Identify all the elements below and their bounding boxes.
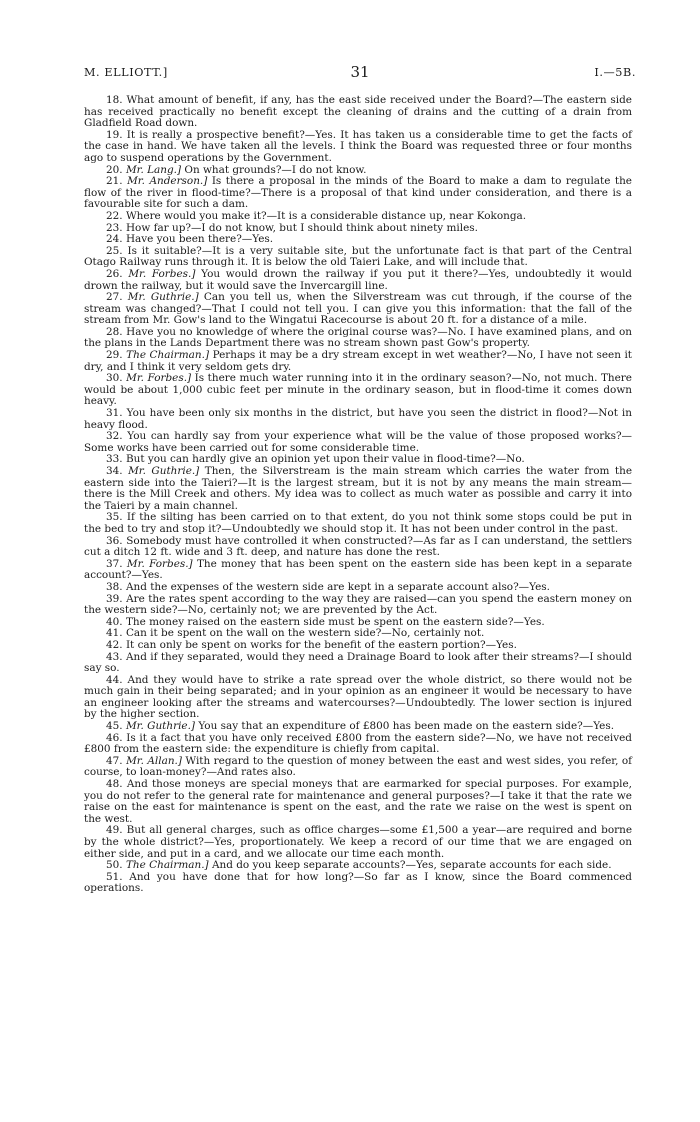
question-paragraph — [84, 269, 632, 292]
question-number: 29. — [106, 349, 123, 362]
question-paragraph — [84, 373, 632, 408]
question-paragraph — [84, 176, 632, 211]
question-number: 26. — [106, 267, 123, 280]
question-text: With regard to the question of money between the east and west sides, you refer, of course, to loan-money?—And rates also. — [84, 754, 633, 779]
question-text: Are the rates spent according to the way they are raised—can you spend the eastern money on the western side?—No, certainly not; we are prevented by the Act. — [84, 592, 633, 617]
page-header — [84, 63, 636, 82]
question-text: You would drown the railway if you put it there?—Yes, undoubtedly it would drown the railway, but it would save the Invercargill line. — [84, 267, 632, 292]
question-text: You have been only six months in the district, but have you seen the district in flood?—Not in heavy flood. — [84, 407, 632, 431]
question-text: The money raised on the eastern side must be spent on the eastern side?—Yes. — [125, 615, 545, 628]
question-number: 28. — [106, 325, 123, 338]
question-text: And those moneys are special moneys that are earmarked for special purposes. For example, you do not refer to the general rate for maintenance and general purposes?—I take it that the rate we raise on the east for maintenance is spent on the east, and the rate we raise on the west is spent on the west. — [84, 778, 632, 825]
question-number: 27. — [106, 291, 123, 304]
question-number: 37. — [106, 557, 123, 570]
question-number: 39. — [106, 592, 123, 605]
question-paragraph — [84, 512, 632, 535]
question-text: But you can hardly give an opinion yet upon their value in flood-time?—No. — [125, 453, 525, 466]
question-paragraph — [84, 594, 632, 617]
speaker-label: Mr. Allan.] — [126, 754, 182, 767]
question-text: Is it a fact that you have only received £800 from the eastern side?—No, we have not received £800 from the eastern side: the expenditure is chiefly from capital. — [84, 731, 632, 756]
question-text: You can hardly say from your experience what will be the value of those proposed works?—Some works have been carried out for some considerable time. — [84, 430, 632, 454]
speaker-label: Mr. Anderson.] — [127, 175, 208, 188]
question-paragraph — [84, 536, 632, 559]
question-number: 23. — [106, 221, 123, 234]
speaker-label: Mr. Guthrie.] — [125, 720, 195, 733]
question-paragraph — [84, 756, 632, 779]
question-number: 49. — [106, 824, 123, 837]
question-paragraph — [84, 95, 632, 130]
question-text: Somebody must have controlled it when constructed?—As far as I can understand, the settlers cut a ditch 12 ft. wide and 3 ft. deep, and nature has done the rest. — [84, 534, 633, 559]
question-text: Is it suitable?—It is a very suitable site, but the unfortunate fact is that part of the Central Otago Railway runs through it. It is below the old Taieri Lake, and will include that. — [84, 244, 632, 269]
page-number: 31 — [350, 63, 370, 81]
speaker-label: Mr. Forbes.] — [126, 557, 193, 570]
question-text: But all general charges, such as office charges—some £1,500 a year—are required and borne by the whole district?—Yes, proportionately. We keep a record of our time that we are engaged on either side, and put in a card, and we allocate our time each month. — [84, 824, 632, 860]
question-text: The money that has been spent on the eastern side has been kept in a separate account?—Yes. — [84, 557, 633, 582]
question-number: 43. — [106, 650, 123, 663]
question-number: 24. — [106, 233, 123, 246]
question-number: 25. — [106, 244, 123, 257]
question-text: Can it be spent on the wall on the western side?—No, certainly not. — [125, 627, 485, 640]
speaker-label: Mr. Guthrie.] — [127, 291, 199, 304]
question-paragraph — [84, 466, 632, 512]
question-text: It is really a prospective benefit?—Yes. It has taken us a considerable time to get the facts of the case in hand. We have taken all the levels. I think the Board was requested three or four months ago to suspend operations by the Government. — [84, 128, 633, 164]
question-paragraph — [84, 327, 632, 350]
question-number: 18. — [106, 94, 123, 106]
question-number: 48. — [106, 778, 123, 791]
question-paragraph — [84, 872, 632, 895]
speaker-label: Mr. Lang.] — [125, 163, 182, 176]
question-text: Perhaps it may be a dry stream except in wet weather?—No, I have not seen it dry, and I think it very seldom gets dry. — [84, 349, 632, 373]
question-number: 50. — [106, 859, 123, 872]
question-paragraph — [84, 559, 632, 582]
question-paragraph — [84, 733, 632, 756]
question-text: How far up?—I do not know, but I should think about ninety miles. — [125, 221, 478, 234]
question-text: And they would have to strike a rate spread over the whole district, so there would not be much gain in their being separated; and in your opinion as an engineer it would be necessary to have an engineer looking after the streams and watercourses?—Undoubtedly. The lower section is injured by the higher section. — [84, 673, 633, 721]
question-paragraph — [84, 130, 632, 165]
question-number: 35. — [106, 511, 123, 524]
question-number: 47. — [106, 754, 123, 767]
speaker-label: Mr. Forbes.] — [126, 372, 192, 385]
question-text: And you have done that for how long?—So far as I know, since the Board commenced operations. — [84, 870, 632, 895]
question-number: 22. — [106, 209, 123, 222]
document-reference: I.—5B. — [594, 66, 636, 79]
question-paragraph — [84, 779, 632, 825]
question-number: 36. — [106, 534, 123, 547]
question-number: 42. — [106, 638, 123, 651]
question-text: If the silting has been carried on to that extent, do you not think some stops could be put in the bed to try and stop it?—Undoubtedly we should stop it. It has not been under control in the past. — [84, 511, 632, 535]
question-number: 21. — [106, 175, 123, 188]
question-number: 33. — [106, 453, 123, 466]
question-text: You say that an expenditure of £800 has been made on the eastern side?—Yes. — [198, 720, 615, 733]
question-number: 19. — [106, 128, 123, 141]
question-paragraph — [84, 246, 632, 269]
question-text: It can only be spent on works for the benefit of the eastern portion?—Yes. — [125, 638, 517, 651]
question-number: 51. — [106, 870, 123, 883]
speaker-label: The Chairman.] — [126, 349, 210, 362]
question-paragraph — [84, 292, 632, 327]
question-text: And the expenses of the western side are kept in a separate account also?—Yes. — [125, 580, 550, 593]
question-paragraph — [84, 431, 632, 454]
question-text: And do you keep separate accounts?—Yes, separate accounts for each side. — [211, 859, 612, 872]
question-text: Have you no knowledge of where the original course was?—No. I have examined plans, and on the plans in the Lands Department there was no stream shown past Gow's property. — [84, 325, 632, 350]
header-witness: M. ELLIOTT.] — [84, 66, 168, 79]
question-number: 41. — [106, 627, 123, 640]
question-paragraph — [84, 350, 632, 373]
question-text: What amount of benefit, if any, has the east side received under the Board?—The eastern side has received practically no benefit except the cleaning of drains and the cutting of a drain from Gladfield Road down. — [84, 94, 632, 130]
question-paragraph — [84, 652, 632, 675]
question-number: 40. — [106, 615, 123, 628]
question-text: Is there much water running into it in the ordinary season?—No, not much. There would be about 1,000 cubic feet per minute in the ordinary season, but in flood-time it comes down heavy. — [84, 372, 632, 408]
question-text: Is there a proposal in the minds of the Board to make a dam to regulate the flow of the river in flood-time?—There is a proposal of that kind under consideration, and there is a favourable site for such a dam. — [84, 175, 632, 211]
question-text: Where would you make it?—It is a considerable distance up, near Kokonga. — [125, 209, 527, 222]
speaker-label: Mr. Guthrie.] — [128, 465, 200, 477]
question-number: 44. — [106, 673, 123, 686]
question-number: 30. — [106, 372, 123, 385]
question-paragraph — [84, 675, 632, 721]
question-text: Can you tell us, when the Silverstream was cut through, if the course of the stream was changed?—That I could not tell you. I can give you this information: that the fall of the stream from Mr. Gow's land to the Wingatui Racecourse is about 20 ft. for a distance of a mile. — [84, 291, 632, 327]
question-number: 46. — [106, 731, 123, 744]
question-number: 20. — [106, 163, 123, 176]
question-text: On what grounds?—I do not know. — [184, 163, 367, 176]
question-text: Then, the Silverstream is the main stream which carries the water from the eastern side into the Taieri?—It is the largest stream, but it is not by any means the main stream—there is the Mill Creek and others. My idea was to collect as much water as possible and carry it into the Taieri by a main channel. — [84, 465, 632, 512]
speaker-label: Mr. Forbes.] — [128, 267, 196, 280]
question-number: 45. — [106, 720, 123, 733]
question-paragraph — [84, 408, 632, 431]
question-paragraph — [84, 825, 632, 860]
question-text: Have you been there?—Yes. — [125, 233, 274, 246]
evidence-body — [84, 95, 632, 895]
question-text: And if they separated, would they need a Drainage Board to look after their streams?—I should say so. — [84, 650, 632, 675]
question-number: 31. — [106, 407, 123, 420]
question-number: 38. — [106, 580, 123, 593]
question-number: 32. — [106, 430, 123, 443]
question-number: 34. — [106, 465, 123, 477]
speaker-label: The Chairman.] — [125, 859, 209, 872]
